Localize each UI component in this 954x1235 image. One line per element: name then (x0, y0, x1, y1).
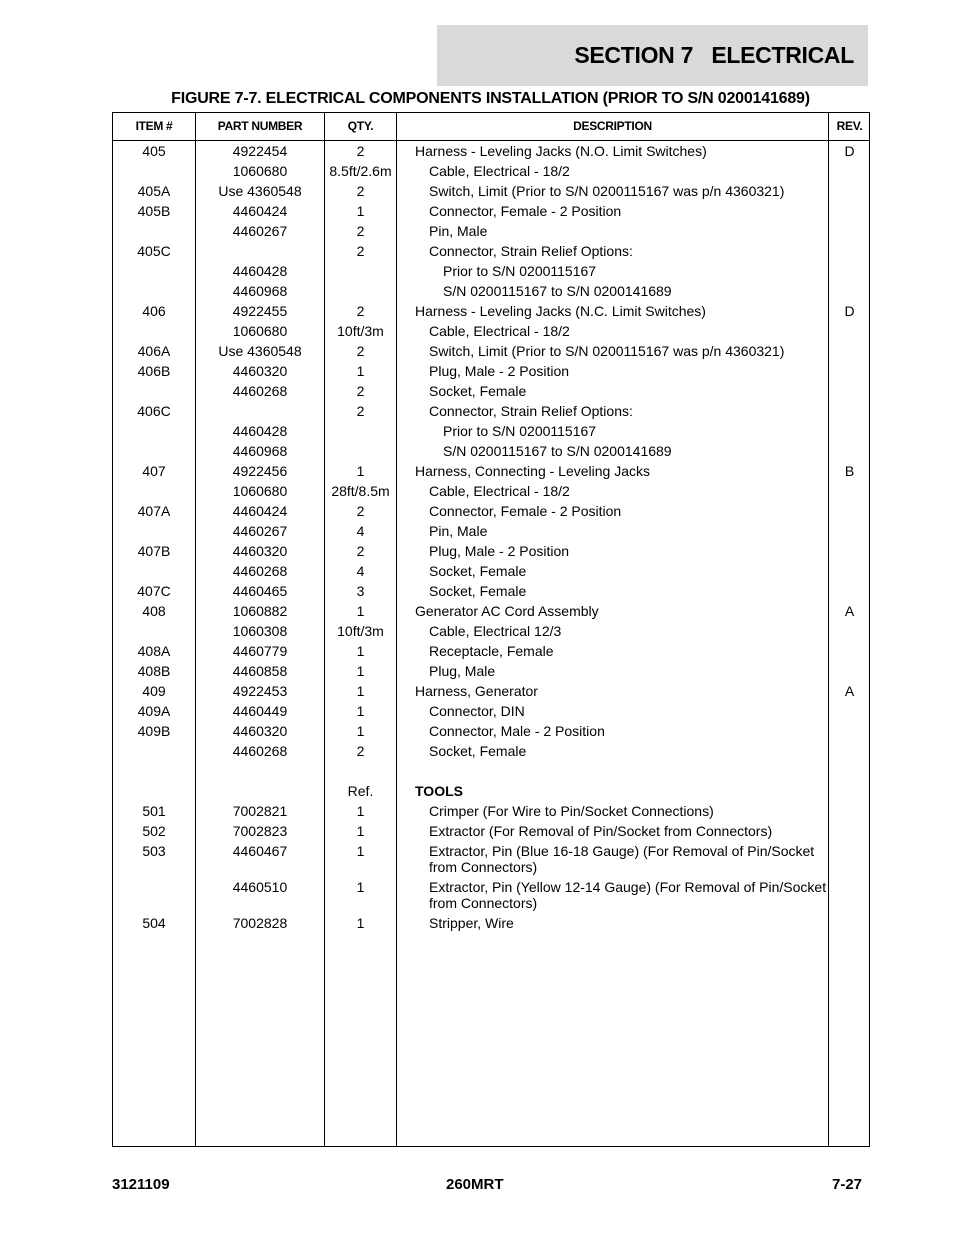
part-number-cell: 4922454 (232, 143, 288, 159)
qty-cell: 1 (356, 363, 365, 379)
table-row (113, 761, 869, 781)
qty-cell: 1 (356, 723, 365, 739)
part-number-cell: 4460858 (232, 663, 288, 679)
qty-cell: 2 (356, 503, 365, 519)
description-cell: Generator AC Cord Assembly (415, 603, 599, 619)
item-cell: 407B (137, 543, 171, 559)
description-cell: Crimper (For Wire to Pin/Socket Connections) (429, 803, 714, 819)
item-cell: 405C (137, 243, 171, 259)
description-cell: Switch, Limit (Prior to S/N 0200115167 was p/n 4360321) (429, 183, 785, 199)
table-row (113, 341, 869, 361)
table-row (113, 501, 869, 521)
item-cell: 405B (137, 203, 171, 219)
part-number-cell: 4922455 (232, 303, 288, 319)
table-row (113, 141, 869, 161)
part-number-cell: 4460449 (232, 703, 288, 719)
footer-doc-number: 3121109 (112, 1176, 170, 1193)
item-cell: 502 (142, 823, 166, 839)
description-cell: S/N 0200115167 to S/N 0200141689 (443, 443, 672, 459)
description-cell: Socket, Female (429, 583, 527, 599)
description-cell: Stripper, Wire (429, 915, 514, 931)
part-number-cell: 4460320 (232, 363, 288, 379)
table-row (113, 181, 869, 201)
description-cell: Switch, Limit (Prior to S/N 0200115167 was p/n 4360321) (429, 343, 785, 359)
item-cell: 407C (137, 583, 171, 599)
description-cell: Pin, Male (429, 523, 488, 539)
table-row (113, 321, 869, 341)
section-banner: SECTION 7 ELECTRICAL (437, 25, 868, 86)
item-cell: 406 (142, 303, 166, 319)
item-cell: 405A (137, 183, 171, 199)
description-cell (415, 763, 823, 779)
description-cell: Prior to S/N 0200115167 (443, 423, 597, 439)
description-cell: Connector, Strain Relief Options: (429, 403, 633, 419)
table-row (113, 421, 869, 441)
part-number-cell: Use 4360548 (218, 343, 302, 359)
qty-cell: 2 (356, 403, 365, 419)
item-cell: 409 (142, 683, 166, 699)
item-cell: 405 (142, 143, 166, 159)
description-cell: Receptacle, Female (429, 643, 554, 659)
qty-cell: 1 (356, 803, 365, 819)
description-cell: Plug, Male - 2 Position (429, 363, 570, 379)
qty-cell: 1 (356, 663, 365, 679)
table-row (113, 681, 869, 701)
qty-cell: 2 (356, 383, 365, 399)
table-row (113, 841, 869, 877)
table-row (113, 201, 869, 221)
part-number-cell: 4460424 (232, 203, 288, 219)
part-number-cell: 4460267 (232, 523, 288, 539)
description-cell: Extractor (For Removal of Pin/Socket from Connectors) (429, 823, 773, 839)
description-cell: Socket, Female (429, 743, 527, 759)
item-cell: 406C (137, 403, 171, 419)
description-cell: Harness, Connecting - Leveling Jacks (415, 463, 651, 479)
description-cell: S/N 0200115167 to S/N 0200141689 (443, 283, 672, 299)
qty-cell: 4 (356, 523, 365, 539)
figure-title: FIGURE 7-7. ELECTRICAL COMPONENTS INSTALLATION (PRIOR TO S/N 0200141689) (171, 90, 810, 107)
table-row (113, 361, 869, 381)
table-row (113, 161, 869, 181)
description-cell: Cable, Electrical 12/3 (429, 623, 562, 639)
part-number-cell: 4460267 (232, 223, 288, 239)
item-cell: 406B (137, 363, 171, 379)
part-number-cell: 7002828 (232, 915, 288, 931)
table-row (113, 561, 869, 581)
qty-cell: 2 (356, 223, 365, 239)
table-row (113, 601, 869, 621)
description-cell: Cable, Electrical - 18/2 (429, 483, 570, 499)
table-header (113, 113, 869, 141)
part-number-cell: 1060308 (232, 623, 288, 639)
description-cell: Cable, Electrical - 18/2 (429, 323, 570, 339)
table-row (113, 521, 869, 541)
table-row (113, 381, 869, 401)
qty-cell: 1 (356, 603, 365, 619)
part-number-cell: 4460424 (232, 503, 288, 519)
table-row (113, 461, 869, 481)
part-number-cell: 4922456 (232, 463, 288, 479)
qty-cell: 1 (356, 823, 365, 839)
description-cell: Cable, Electrical - 18/2 (429, 163, 570, 179)
description-cell: Connector, Female - 2 Position (429, 503, 622, 519)
description-cell: Connector, Strain Relief Options: (429, 243, 633, 259)
description-cell: Harness, Generator (415, 683, 538, 699)
description-cell: Harness - Leveling Jacks (N.O. Limit Switches) (415, 143, 707, 159)
item-cell: 409B (137, 723, 171, 739)
part-number-cell: 4460968 (232, 283, 288, 299)
part-number-cell: 4460779 (232, 643, 288, 659)
table-row (113, 281, 869, 301)
qty-cell: 2 (356, 543, 365, 559)
item-cell: 407 (142, 463, 166, 479)
part-number-cell: 4460510 (232, 879, 288, 895)
parts-table (112, 112, 870, 1147)
table-row (113, 481, 869, 501)
qty-cell: 1 (356, 463, 365, 479)
rev-cell: D (844, 143, 855, 159)
part-number-cell: 1060680 (232, 323, 288, 339)
table-row (113, 741, 869, 761)
part-number-cell: Use 4360548 (218, 183, 302, 199)
table-row (113, 821, 869, 841)
qty-cell: 4 (356, 563, 365, 579)
description-cell: Socket, Female (429, 383, 527, 399)
description-cell: Prior to S/N 0200115167 (443, 263, 597, 279)
part-number-cell: 4460320 (232, 543, 288, 559)
part-number-cell: 4460465 (232, 583, 288, 599)
table-row (113, 801, 869, 821)
item-cell: 406A (137, 343, 171, 359)
description-cell: Harness - Leveling Jacks (N.C. Limit Switches) (415, 303, 706, 319)
header-rev: REV. (836, 119, 863, 133)
item-cell: 501 (142, 803, 166, 819)
part-number-cell: 4460268 (232, 743, 288, 759)
part-number-cell: 1060680 (232, 163, 288, 179)
item-cell: 408A (137, 643, 171, 659)
part-number-cell: 1060680 (232, 483, 288, 499)
table-row (113, 221, 869, 241)
table-row (113, 641, 869, 661)
header-description: DESCRIPTION (573, 119, 652, 133)
qty-cell: 10ft/3m (337, 323, 384, 339)
part-number-cell: 4460268 (232, 383, 288, 399)
qty-cell: 8.5ft/2.6m (329, 163, 392, 179)
rev-cell: B (844, 463, 855, 479)
qty-cell: 1 (356, 203, 365, 219)
table-row (113, 913, 869, 933)
rev-cell: A (844, 683, 855, 699)
table-row (113, 701, 869, 721)
item-cell: 408B (137, 663, 171, 679)
part-number-cell: 4460968 (232, 443, 288, 459)
part-number-cell: 4460428 (232, 263, 288, 279)
description-cell: TOOLS (415, 783, 463, 799)
qty-cell: 2 (356, 303, 365, 319)
table-body (113, 141, 869, 933)
qty-cell: 2 (356, 343, 365, 359)
item-cell: 408 (142, 603, 166, 619)
description-cell: Extractor, Pin (Yellow 12-14 Gauge) (For Removal of Pin/Socket from Connectors) (429, 879, 827, 911)
part-number-cell: 4922453 (232, 683, 288, 699)
rev-cell: A (844, 603, 855, 619)
description-cell: Plug, Male - 2 Position (429, 543, 570, 559)
table-row (113, 301, 869, 321)
item-cell: 504 (142, 915, 166, 931)
table-row (113, 661, 869, 681)
table-row (113, 241, 869, 261)
part-number-cell: 4460320 (232, 723, 288, 739)
item-cell: 407A (137, 503, 171, 519)
table-row (113, 721, 869, 741)
qty-cell: 2 (356, 143, 365, 159)
header-item: ITEM # (135, 119, 173, 133)
item-cell: 409A (137, 703, 171, 719)
qty-cell: 1 (356, 703, 365, 719)
header-part-number: PART NUMBER (217, 119, 303, 133)
qty-cell: 1 (356, 683, 365, 699)
table-row (113, 621, 869, 641)
part-number-cell: 4460268 (232, 563, 288, 579)
qty-cell: 1 (356, 643, 365, 659)
header-qty: QTY. (347, 119, 374, 133)
table-row (113, 781, 869, 801)
qty-cell: 3 (356, 583, 365, 599)
part-number-cell: 7002821 (232, 803, 288, 819)
table-row (113, 261, 869, 281)
table-row (113, 581, 869, 601)
qty-cell: 2 (356, 743, 365, 759)
description-cell: Connector, DIN (429, 703, 525, 719)
description-cell: Connector, Female - 2 Position (429, 203, 622, 219)
description-cell: Connector, Male - 2 Position (429, 723, 605, 739)
qty-cell: 1 (356, 879, 365, 895)
qty-cell: Ref. (347, 783, 374, 799)
footer-model: 260MRT (446, 1176, 504, 1193)
table-row (113, 441, 869, 461)
table-row (113, 541, 869, 561)
part-number-cell: 1060882 (232, 603, 288, 619)
item-cell: 503 (142, 843, 166, 859)
qty-cell: 1 (356, 843, 365, 859)
description-cell: Pin, Male (429, 223, 488, 239)
qty-cell: 28ft/8.5m (331, 483, 390, 499)
rev-cell: D (844, 303, 855, 319)
qty-cell: 2 (356, 243, 365, 259)
qty-cell: 2 (356, 183, 365, 199)
qty-cell: 1 (356, 915, 365, 931)
description-cell: Socket, Female (429, 563, 527, 579)
footer-page-number: 7-27 (832, 1176, 863, 1193)
table-row (113, 877, 869, 913)
part-number-cell: 4460467 (232, 843, 288, 859)
part-number-cell: 4460428 (232, 423, 288, 439)
part-number-cell: 7002823 (232, 823, 288, 839)
qty-cell: 10ft/3m (337, 623, 384, 639)
description-cell: Extractor, Pin (Blue 16-18 Gauge) (For Removal of Pin/Socket from Connectors) (429, 843, 815, 875)
table-row (113, 401, 869, 421)
description-cell: Plug, Male (429, 663, 496, 679)
